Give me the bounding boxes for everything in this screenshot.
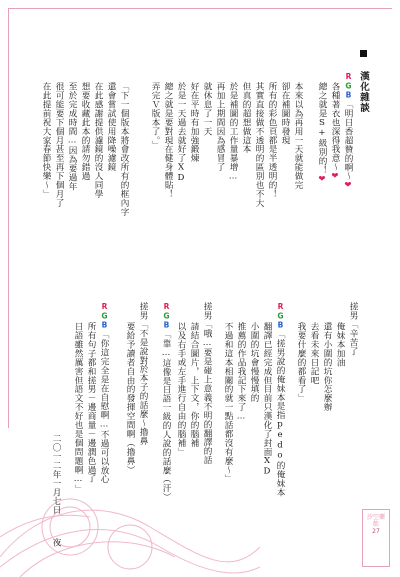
- page-title: [356, 50, 370, 113]
- s3-col-5: 我要什麼的都看了」: [296, 322, 306, 403]
- rgb-tag: RGB: [162, 302, 171, 331]
- s5-col-1: 搓男「哦…要是碰上意義不明的翻譯的話: [202, 302, 212, 465]
- heart-icon: ❤: [317, 174, 327, 185]
- s4-col-4: 推薦的作品我記下來了…: [236, 322, 246, 422]
- s2-col-3: 在此感謝提供濾鏡的沒人同學: [93, 82, 103, 199]
- bullet-square-icon: [360, 50, 367, 57]
- s4-col-3: 小圍的坑會慢慢填的: [249, 322, 259, 403]
- page-number: 27: [372, 528, 380, 535]
- s1-col-2: 各種著衣也深得我意～❤: [330, 82, 340, 182]
- heart-icon: ❤: [343, 180, 353, 191]
- rgb-tag: RGB: [344, 72, 353, 101]
- title-text: 漢化雜談: [358, 71, 369, 113]
- s1-col-12: 好在平時有加強鍛煉: [189, 82, 199, 163]
- s5-col-4: RGB「靠…這像是日語一級的人說的話麼（汗）: [161, 302, 171, 502]
- page-badge-text: 汐空藥飲: [366, 514, 385, 528]
- s1-col-6: 所有的彩色頁都是半透明的！: [267, 82, 277, 199]
- s2-col-6: 很可能要下個月甚至再下個月了: [54, 82, 64, 208]
- s2-col-2: 還會嘗試使用降噪濾鏡: [106, 82, 116, 172]
- s4-col-1: RGB「搓男說的俺妹本是指pedo的俺妹本: [275, 302, 285, 497]
- s4-col-2: 翻譯已經完成但目前只漢化了封面XD: [262, 322, 272, 477]
- s1-col-14: 總之就是要對現在健身體貼！: [163, 82, 173, 199]
- s1-col-8: 但真的超想做這本: [241, 82, 251, 154]
- frame-top-line: [8, 8, 392, 9]
- s2-col-5: 至於完成時間…因為要過年: [67, 82, 77, 191]
- s5-col-2: 請結合圖片，上下文，你的腦補: [189, 322, 199, 448]
- s7-col-2: 所有句子都和搓男－邊商量－邊潤色過了: [86, 322, 96, 484]
- s7-col-1: RGB「你這完全是在自慰啊…不過可以放心: [99, 302, 109, 484]
- s7-col-3: 日語雖然厲害但語文不好也是個問題啊…」: [73, 322, 83, 494]
- s2-col-4: 想要收藏此本的請勿錯過: [80, 82, 90, 181]
- s1-col-7: 其實直接做不透明的區別也不大: [254, 82, 264, 208]
- s3-col-3: 還有小圍的坑你怎麼辦: [322, 322, 332, 412]
- rgb-tag: RGB: [100, 302, 109, 331]
- signature-date: 二〇一二年一月七日: [51, 434, 61, 515]
- s3-col-4: 去看未來日記吧: [309, 322, 319, 385]
- s1-col-4: 本來以為再用一天就能做完: [293, 82, 303, 190]
- s1-col-1: RGB「明日香超贊的啊～❤: [343, 72, 353, 191]
- s3-col-1: 搓男「辛苦了: [348, 302, 358, 356]
- s1-col-5: 卻在補圖時發現: [280, 82, 290, 145]
- s1-col-11: 就休息了一天: [202, 82, 212, 136]
- s1-col-15: 弄完Ｖ版本了。」: [150, 82, 160, 150]
- s4-col-5: 不過和這本相關的就一點話都沒有麼～」: [223, 322, 233, 484]
- s6-col-2: 要給予讀者自由的發揮空間啊（擼鼻）: [125, 322, 135, 475]
- heart-icon: ❤: [330, 171, 340, 182]
- s1-col-13: 於是一天過去就好了XD: [176, 82, 186, 184]
- s5-col-3: 以及右手或左手進行自由的腦補」: [176, 322, 186, 457]
- signature-name: 夜: [51, 538, 61, 547]
- s1-col-9: 於是補圖的工作量暴增…: [228, 82, 238, 182]
- page-badge: [362, 509, 390, 567]
- rgb-tag: RGB: [276, 302, 285, 331]
- s6-col-1: 搓男「不是說對於本子的話麼～擼鼻: [138, 302, 148, 446]
- s3-col-2: 俺妹本加油: [335, 322, 345, 367]
- s1-col-3: 總之就是S+級別的！❤: [317, 82, 327, 185]
- s1-col-10: 再加上期間因為感冒了: [215, 82, 225, 172]
- s2-col-7: 在此提前祝大家春節快樂～」: [41, 82, 51, 199]
- frame-left-line: [8, 8, 9, 428]
- s2-col-1: 「下一個版本將會改所有的框內字: [119, 82, 129, 217]
